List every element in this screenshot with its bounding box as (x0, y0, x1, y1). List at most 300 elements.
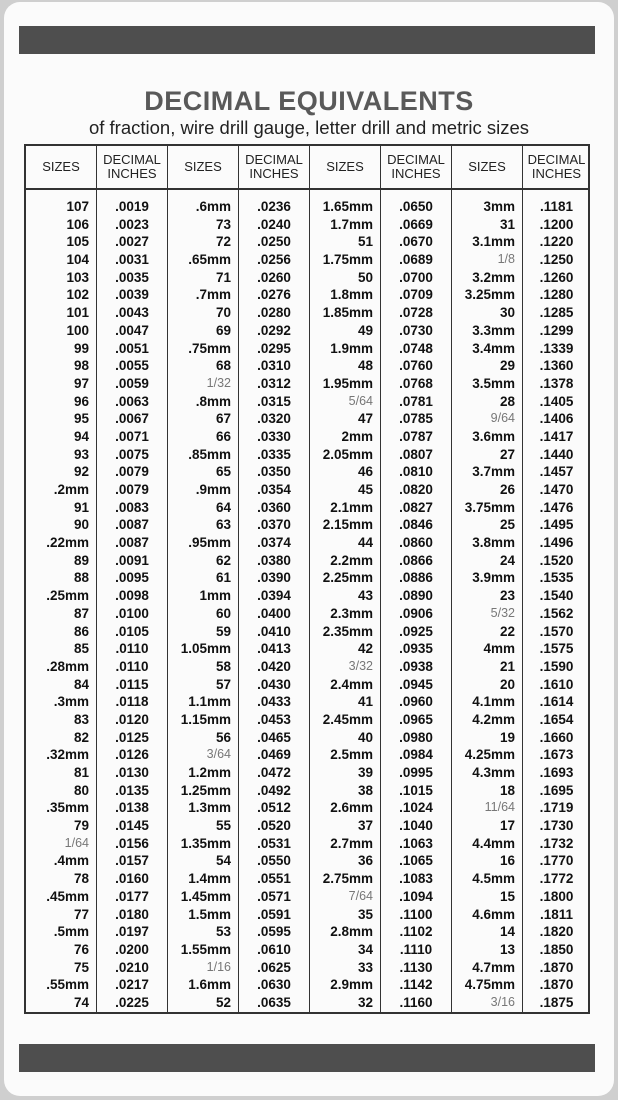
size-cell: 29 (499, 358, 515, 374)
decimal-cell: .0810 (399, 464, 433, 480)
size-cell: .7mm (195, 287, 231, 303)
size-cell: 1mm (199, 588, 231, 604)
size-cell: .9mm (195, 482, 231, 497)
size-cell: 5/32 (490, 605, 515, 620)
decimal-cell: .0935 (399, 641, 433, 657)
size-cell: 1.95mm (322, 375, 373, 391)
size-cell: 2.15mm (322, 517, 373, 533)
decimal-cell: .1614 (539, 694, 574, 710)
decimal-cell: .0650 (399, 199, 433, 214)
decimal-cell: .0126 (115, 747, 149, 763)
decimal-cell: .1562 (539, 605, 574, 621)
size-cell: 1.7mm (330, 216, 373, 232)
size-cell: 2.5mm (330, 747, 373, 763)
size-cell: 34 (357, 941, 373, 957)
size-cell: 103 (66, 269, 89, 285)
size-cell: 27 (499, 446, 515, 462)
size-cell: 50 (357, 269, 373, 285)
size-cell: 48 (357, 358, 373, 374)
size-cell: 46 (357, 464, 373, 480)
decimal-cell: .1102 (399, 924, 433, 940)
decimal-cell: .0551 (257, 871, 291, 887)
size-cell: .6mm (195, 199, 231, 214)
size-cell: 39 (357, 765, 373, 780)
size-cell: 1.1mm (188, 694, 231, 710)
decimal-cell: .0768 (399, 375, 433, 391)
decimal-cell: .0394 (257, 588, 291, 604)
size-cell: 66 (215, 428, 231, 444)
decimal-cell: .0984 (399, 747, 433, 763)
decimal-cell: .0748 (399, 340, 433, 356)
size-cell: 104 (66, 252, 89, 268)
size-cell: 4.7mm (472, 959, 515, 975)
decimal-cell: .0100 (115, 605, 149, 621)
size-cell: 37 (357, 818, 373, 834)
size-cell: 2.4mm (330, 676, 373, 692)
size-cell: 76 (73, 941, 89, 957)
decimal-cell: .0095 (115, 570, 149, 586)
size-cell: 100 (66, 322, 89, 338)
decimal-cell: .0512 (257, 800, 291, 816)
decimal-cell: .1719 (539, 800, 574, 816)
decimal-cell: .1457 (539, 464, 574, 480)
decimal-cell: .1770 (539, 853, 574, 869)
size-cell: 36 (357, 853, 373, 869)
decimal-cell: .1100 (399, 906, 433, 922)
decimal-cell: .0938 (399, 658, 433, 674)
decimal-cell: .1181 (539, 199, 574, 214)
size-cell: 57 (215, 676, 231, 692)
size-cell: 38 (357, 782, 373, 798)
size-cell: .55mm (46, 977, 89, 993)
size-cell: 25 (499, 517, 515, 533)
decimal-cell: .0709 (399, 287, 433, 303)
decimal-cell: .0110 (115, 641, 149, 657)
decimal-cell: .0027 (115, 234, 149, 250)
decimal-cell: .0925 (399, 623, 433, 639)
size-cell: 49 (357, 322, 373, 338)
size-cell: 3/64 (206, 747, 231, 762)
decimal-cell: .0827 (399, 499, 433, 515)
size-cell: 1.05mm (180, 641, 231, 657)
sizes-column-1 (26, 190, 97, 1012)
decimal-cell: .0531 (257, 835, 291, 851)
decimal-cell: .0075 (115, 446, 149, 462)
decimal-cell: .0210 (115, 959, 149, 975)
decimal-cell: .0635 (257, 994, 291, 1010)
size-cell: 4.3mm (472, 765, 515, 780)
size-cell: 2.75mm (322, 871, 373, 887)
decimals-column-3 (381, 190, 452, 1012)
size-cell: 80 (73, 782, 89, 798)
size-cell: 53 (215, 924, 231, 940)
size-cell: 22 (499, 623, 515, 639)
size-cell: 4.2mm (472, 711, 515, 727)
decimal-cell: .1875 (539, 994, 574, 1010)
size-cell: 3/32 (348, 658, 373, 673)
size-cell: 59 (215, 623, 231, 639)
decimal-cell: .0280 (257, 305, 291, 321)
size-cell: 2.1mm (330, 499, 373, 515)
size-cell: 96 (73, 393, 89, 409)
decimal-cell: .0728 (399, 305, 433, 321)
decimal-cell: .0410 (257, 623, 291, 639)
size-cell: 75 (73, 959, 89, 975)
size-cell: 3.1mm (472, 234, 515, 250)
size-cell: 3.9mm (472, 570, 515, 586)
decimal-cell: .0390 (257, 570, 291, 586)
decimal-cell: .0980 (399, 729, 433, 745)
header-sizes-4: SIZES (452, 146, 523, 190)
size-cell: 94 (73, 428, 89, 444)
decimal-cell: .0820 (399, 482, 433, 497)
decimals-column-2 (239, 190, 310, 1012)
decimal-cell: .0890 (399, 588, 433, 604)
size-cell: 74 (73, 994, 89, 1010)
size-cell: 30 (499, 305, 515, 321)
decimal-cell: .1405 (539, 393, 574, 409)
size-cell: 98 (73, 358, 89, 374)
size-cell: 86 (73, 623, 89, 639)
decimal-cell: .1850 (539, 941, 574, 957)
size-cell: 1/16 (206, 959, 231, 974)
decimal-cell: .0625 (257, 959, 291, 975)
page-subtitle: of fraction, wire drill gauge, letter drill and metric sizes (88, 117, 530, 138)
decimal-cell: .0315 (257, 393, 291, 409)
size-cell: 93 (73, 446, 89, 462)
header-decimal-3: DECIMAL INCHES (381, 146, 452, 190)
size-cell: 2.7mm (330, 835, 373, 851)
size-cell: 24 (499, 552, 515, 568)
sizes-column-2 (168, 190, 239, 1012)
decimal-cell: .0472 (257, 765, 291, 780)
decimal-cell: .0689 (399, 252, 433, 268)
decimal-cell: .0087 (115, 517, 149, 533)
decimal-cell: .1280 (539, 287, 574, 303)
size-cell: 1.8mm (330, 287, 373, 303)
size-cell: 1.85mm (322, 305, 373, 321)
decimal-cell: .1520 (539, 552, 574, 568)
decimal-cell: .0130 (115, 765, 149, 780)
decimal-cell: .0866 (399, 552, 433, 568)
decimal-cell: .0180 (115, 906, 149, 922)
decimal-cell: .0330 (257, 428, 291, 444)
size-cell: 67 (215, 411, 231, 427)
size-cell: 2mm (341, 428, 373, 444)
decimal-cell: .0047 (115, 322, 149, 338)
decimal-cell: .0035 (115, 269, 149, 285)
size-cell: 1.9mm (330, 340, 373, 356)
decimal-cell: .0292 (257, 322, 291, 338)
decimal-cell: .0067 (115, 411, 149, 427)
size-cell: 99 (73, 340, 89, 356)
size-cell: .65mm (188, 252, 231, 268)
size-cell: 1.65mm (322, 199, 373, 214)
size-cell: 68 (215, 358, 231, 374)
decimal-cell: .0886 (399, 570, 433, 586)
decimal-cell: .0492 (257, 782, 291, 798)
size-cell: 63 (215, 517, 231, 533)
top-band (19, 26, 595, 54)
decimal-cell: .0135 (115, 782, 149, 798)
size-cell: 3/16 (490, 994, 515, 1009)
size-cell: .75mm (188, 340, 231, 356)
size-cell: 43 (357, 588, 373, 604)
decimal-cell: .1440 (539, 446, 574, 462)
size-cell: .8mm (195, 393, 231, 409)
decimal-cell: .0591 (257, 906, 291, 922)
decimal-cell: .0236 (257, 199, 291, 214)
decimal-cell: .0079 (115, 482, 149, 497)
size-cell: 88 (73, 570, 89, 586)
size-cell: 1/32 (206, 375, 231, 390)
size-cell: 106 (66, 216, 89, 232)
size-cell: 83 (73, 711, 89, 727)
size-cell: 16 (499, 853, 515, 869)
size-cell: .5mm (53, 924, 89, 940)
decimal-cell: .0430 (257, 676, 291, 692)
header-sizes-1: SIZES (26, 146, 97, 190)
decimal-cell: .1378 (539, 375, 574, 391)
decimal-cell: .0260 (257, 269, 291, 285)
size-cell: 14 (499, 924, 515, 940)
size-cell: 4.6mm (472, 906, 515, 922)
size-cell: 3.7mm (472, 464, 515, 480)
decimal-cell: .1063 (399, 835, 433, 851)
decimal-cell: .1870 (539, 959, 574, 975)
decimal-cell: .1495 (539, 517, 574, 533)
decimal-cell: .0295 (257, 340, 291, 356)
decimal-cell: .1610 (539, 676, 574, 692)
size-cell: 55 (215, 818, 231, 834)
size-cell: 56 (215, 729, 231, 745)
size-cell: 2.3mm (330, 605, 373, 621)
decimal-cell: .0110 (115, 658, 149, 674)
size-cell: .4mm (53, 853, 89, 869)
size-cell: 72 (215, 234, 231, 250)
size-cell: 3mm (483, 199, 515, 214)
decimal-cell: .0960 (399, 694, 433, 710)
decimal-cell: .0760 (399, 358, 433, 374)
decimal-cell: .1110 (399, 941, 433, 957)
size-cell: 2.45mm (322, 711, 373, 727)
size-cell: 3.5mm (472, 375, 515, 391)
size-cell: .95mm (188, 535, 231, 551)
decimal-cell: .0965 (399, 711, 433, 727)
size-cell: 3.8mm (472, 535, 515, 551)
decimal-cell: .1535 (539, 570, 574, 586)
decimal-cell: .0019 (115, 199, 149, 214)
decimal-cell: .0670 (399, 234, 433, 250)
size-cell: 92 (73, 464, 89, 480)
size-cell: 42 (357, 641, 373, 657)
size-cell: 23 (499, 588, 515, 604)
decimal-cell: .0730 (399, 322, 433, 338)
decimal-cell: .0240 (257, 216, 291, 232)
decimal-cell: .0550 (257, 853, 291, 869)
size-cell: 3.4mm (472, 340, 515, 356)
size-cell: 4.4mm (472, 835, 515, 851)
size-cell: .25mm (46, 588, 89, 604)
decimal-cell: .1730 (539, 818, 574, 834)
decimal-cell: .1476 (539, 499, 574, 515)
size-cell: 1.25mm (180, 782, 231, 798)
size-cell: 1.4mm (188, 871, 231, 887)
decimal-cell: .0120 (115, 711, 149, 727)
decimal-cell: .0320 (257, 411, 291, 427)
decimal-cell: .1772 (539, 871, 574, 887)
decimal-cell: .0420 (257, 658, 291, 674)
decimal-cell: .1673 (539, 747, 574, 763)
size-cell: .2mm (53, 482, 89, 497)
size-cell: 87 (73, 605, 89, 621)
decimal-cell: .0350 (257, 464, 291, 480)
header-sizes-3: SIZES (310, 146, 381, 190)
size-cell: 71 (215, 269, 231, 285)
decimal-cell: .0217 (115, 977, 149, 993)
decimal-cell: .1160 (399, 994, 433, 1010)
decimal-cell: .1820 (539, 924, 574, 940)
decimal-cell: .0781 (399, 393, 433, 409)
decimal-cell: .0520 (257, 818, 291, 834)
decimal-cell: .0023 (115, 216, 149, 232)
size-cell: 4.5mm (472, 871, 515, 887)
size-cell: 70 (215, 305, 231, 321)
size-cell: .35mm (46, 800, 89, 816)
decimal-cell: .0250 (257, 234, 291, 250)
size-cell: 4.1mm (472, 694, 515, 710)
size-cell: 102 (66, 287, 89, 303)
decimal-cell: .0906 (399, 605, 433, 621)
size-cell: 26 (499, 482, 515, 497)
decimal-cell: .1200 (539, 216, 574, 232)
size-cell: 28 (499, 393, 515, 409)
decimal-cell: .0031 (115, 252, 149, 268)
decimal-cell: .1260 (539, 269, 574, 285)
size-cell: 4mm (483, 641, 515, 657)
size-cell: 1.3mm (188, 800, 231, 816)
decimal-cell: .0156 (115, 835, 149, 851)
decimal-cell: .1695 (539, 782, 574, 798)
decimal-cell: .1575 (539, 641, 574, 657)
size-cell: 84 (73, 676, 89, 692)
decimal-cell: .0063 (115, 393, 149, 409)
decimal-cell: .1250 (539, 252, 574, 268)
decimal-cell: .0197 (115, 924, 149, 940)
decimal-cell: .0157 (115, 853, 149, 869)
decimal-cell: .0138 (115, 800, 149, 816)
size-cell: 2.6mm (330, 800, 373, 816)
decimal-cell: .0055 (115, 358, 149, 374)
decimal-cell: .0669 (399, 216, 433, 232)
size-cell: 7/64 (348, 888, 373, 903)
decimal-cell: .0043 (115, 305, 149, 321)
decimal-cell: .1360 (539, 358, 574, 374)
decimal-cell: .1590 (539, 658, 574, 674)
decimal-cell: .1470 (539, 482, 574, 497)
size-cell: 82 (73, 729, 89, 745)
decimal-cell: .0071 (115, 428, 149, 444)
size-cell: 35 (357, 906, 373, 922)
size-cell: 2.8mm (330, 924, 373, 940)
size-cell: 85 (73, 641, 89, 657)
size-cell: 3.2mm (472, 269, 515, 285)
decimals-column-4 (523, 190, 590, 1012)
size-cell: 45 (357, 482, 373, 497)
decimal-cell: .0354 (257, 482, 291, 497)
decimal-cell: .0860 (399, 535, 433, 551)
page-title: DECIMAL EQUIVALENTS (144, 86, 474, 116)
decimal-cell: .0433 (257, 694, 291, 710)
size-cell: 1.2mm (188, 765, 231, 780)
decimal-cell: .0465 (257, 729, 291, 745)
size-cell: 69 (215, 322, 231, 338)
size-cell: 1.55mm (180, 941, 231, 957)
decimal-cell: .0115 (115, 676, 149, 692)
decimal-cell: .0083 (115, 499, 149, 515)
decimal-cell: .1285 (539, 305, 574, 321)
decimal-cell: .0630 (257, 977, 291, 993)
size-cell: 101 (66, 305, 89, 321)
size-cell: 3.75mm (464, 499, 515, 515)
decimal-cell: .1800 (539, 888, 574, 904)
decimal-cell: .0079 (115, 464, 149, 480)
size-cell: 81 (73, 765, 89, 780)
size-cell: 1/8 (497, 252, 515, 267)
decimal-cell: .0400 (257, 605, 291, 621)
size-cell: 4.75mm (464, 977, 515, 993)
decimal-cell: .0200 (115, 941, 149, 957)
size-cell: 40 (357, 729, 373, 745)
decimal-cell: .0276 (257, 287, 291, 303)
decimal-cell: .1015 (399, 782, 433, 798)
decimal-cell: .0995 (399, 765, 433, 780)
size-cell: 58 (215, 658, 231, 674)
decimal-cell: .1065 (399, 853, 433, 869)
decimal-cell: .1496 (539, 535, 574, 551)
decimal-cell: .0125 (115, 729, 149, 745)
size-cell: 32 (357, 994, 373, 1010)
decimal-cell: .0453 (257, 711, 291, 727)
decimal-cell: .0145 (115, 818, 149, 834)
decimal-cell: .1540 (539, 588, 574, 604)
size-cell: .28mm (46, 658, 89, 674)
decimal-cell: .0469 (257, 747, 291, 763)
size-cell: 105 (66, 234, 89, 250)
size-cell: 52 (215, 994, 231, 1010)
size-cell: 19 (499, 729, 515, 745)
decimal-cell: .0087 (115, 535, 149, 551)
size-cell: 18 (499, 782, 515, 798)
size-cell: 47 (357, 411, 373, 427)
decimal-cell: .0256 (257, 252, 291, 268)
decimal-equivalents-table (24, 144, 590, 1014)
header-decimal-1: DECIMAL INCHES (97, 146, 168, 190)
decimal-cell: .0413 (257, 641, 291, 657)
decimal-cell: .0374 (257, 535, 291, 551)
decimal-cell: .0051 (115, 340, 149, 356)
size-cell: .22mm (46, 535, 89, 551)
size-cell: 77 (73, 906, 89, 922)
size-cell: 73 (215, 216, 231, 232)
sizes-column-4 (452, 190, 523, 1012)
size-cell: 41 (357, 694, 373, 710)
size-cell: 107 (66, 199, 89, 214)
decimal-cell: .0177 (115, 888, 149, 904)
size-cell: 97 (73, 375, 89, 391)
decimal-cell: .0225 (115, 994, 149, 1010)
size-cell: 65 (215, 464, 231, 480)
